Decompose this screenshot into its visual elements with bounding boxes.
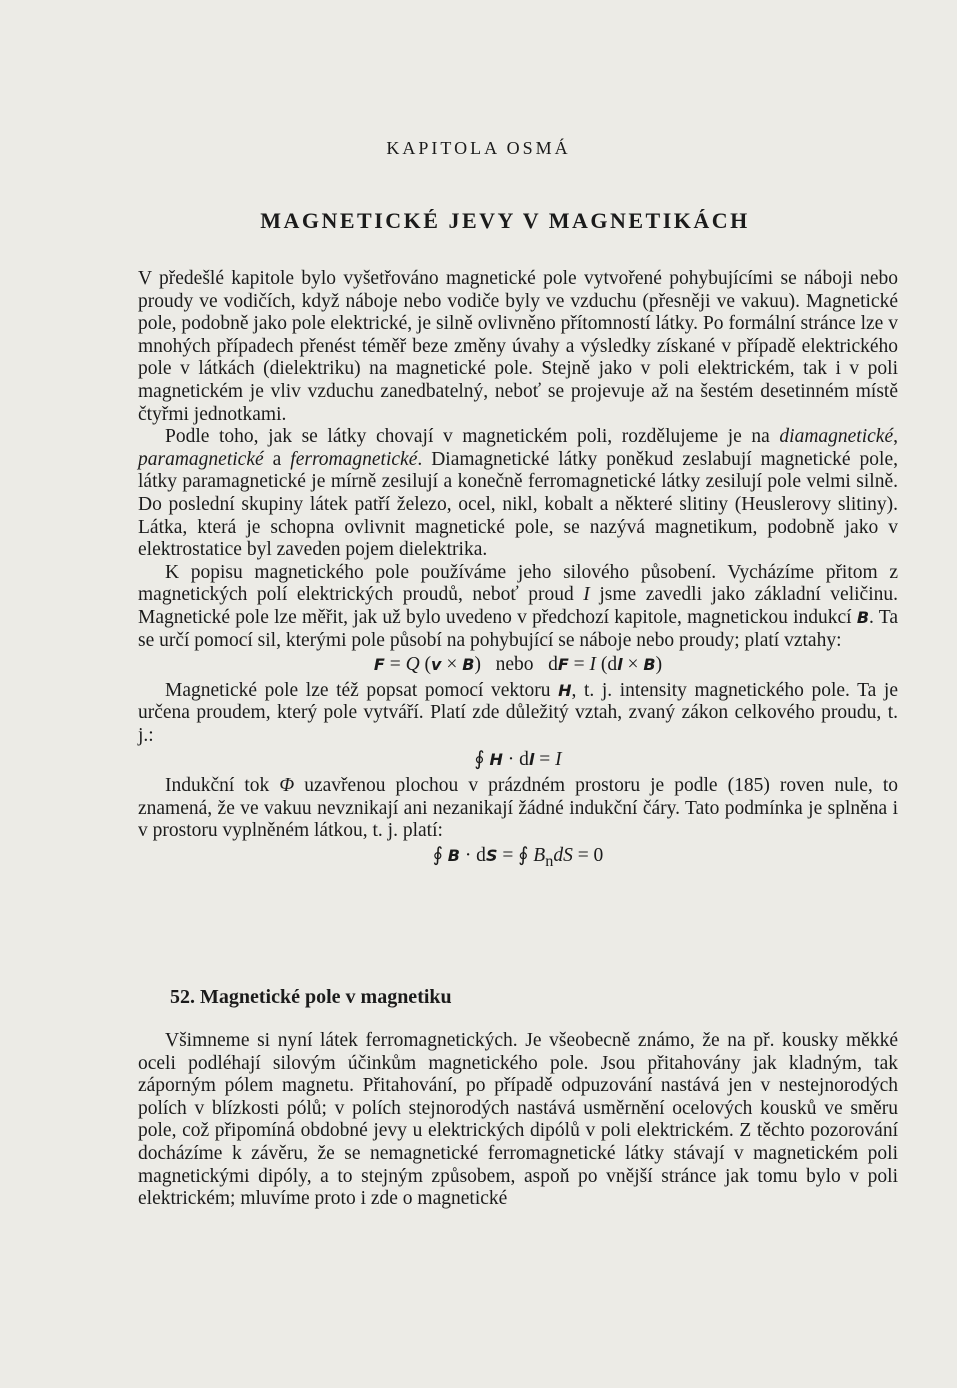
eq-symbol: l [528, 750, 535, 770]
eq-op: × [622, 654, 644, 676]
chapter-intro [138, 268, 898, 875]
term-paramagnetic: paramagnetické [138, 448, 264, 470]
text-span: Magnetické pole lze též popsat pomocí vektoru [165, 679, 559, 701]
eq-op: ) [655, 654, 663, 676]
eq-op: = [534, 749, 556, 771]
text-span: a [263, 448, 291, 470]
text-span: Podle toho, jak se látky chovají v magnetickém poli, rozdělujeme je na [165, 426, 780, 448]
eq-symbol: H [489, 750, 503, 770]
section-heading: 52. Magnetické pole v magnetiku [170, 986, 452, 1008]
eq-op: × [441, 654, 463, 676]
eq-symbol: I [589, 654, 597, 676]
eq-symbol: B [643, 655, 656, 675]
paragraph-intensity [138, 680, 898, 748]
eq-op: ∮ [518, 844, 534, 866]
symbol-I: I [583, 584, 590, 606]
chapter-title: MAGNETICKÉ JEVY V MAGNETIKÁCH [260, 208, 750, 233]
text-span: uzavřenou plochou v prázdném prostoru je podle (185) roven nule, to znamená, že ve vakuu nevznikají ani nezanikají žádné indukční čáry. Tato podmínka je splněna i v prostoru vyplněném látkou, t. j. platí: [138, 775, 898, 842]
eq-symbol: F [373, 655, 385, 675]
eq-symbol: S [485, 845, 498, 865]
term-diamagnetic: diamagnetické [779, 426, 894, 448]
text-span: , t. j. intensity magnetického pole. Ta je určena proudem, který pole vytváří. Platí zde důležitý vztah, zvaný zákon celkového proudu, t. j.: [138, 679, 898, 746]
eq-symbol: B [533, 844, 546, 866]
symbol-phi: Φ [279, 775, 295, 797]
eq-op: · d [502, 749, 529, 771]
eq-op: (d [596, 654, 618, 676]
text-span: . Diamagnetické látky poněkud zeslabují magnetické pole, látky paramagnetické je mírně zesilují a konečně ferromagnetické látky zesilují pole velmi silně. Do poslední skupiny látek patří železo, ocel, nikl, kobalt a některé slitiny (Heuslerovy slitiny). Látka, která je schopna ovlivnit magnetické pole, se nazývá magnetikum, podobně jako v elektrostatice byl zaveden pojem dielektrika. [138, 448, 898, 561]
eq-symbol: I [555, 749, 562, 771]
eq-op: ) [474, 654, 481, 676]
eq-symbol: l [617, 655, 623, 675]
paragraph-ferromagnetic: Všimneme si nyní látek ferromagnetických. Je všeobecně známo, že na př. kousky měkké oceli podléhají silovým účinkům magnetického pole. Jsou přitahovány jak kladným, tak záporným pólem magnetu. Přitahování, po případě odpuzování nastává jen v nestejnorodých polích v blízkosti pólů; v polích stejnorodých nastává usměrnění ocelových kousků ve směru pole, což připomíná obdobné jevy u elektrických dipólů v poli elektrickém. Z těchto pozorování docházíme k závěru, že se nemagnetické ferromagnetické látky stávají v magnetickém poli magnetickými dipóly, a to stejným způsobem, aspoň po vnější stránce jak tomu bylo v poli elektrickém; mluvíme proto i zde o magnetické [138, 1030, 898, 1210]
section-body [138, 1030, 898, 1211]
eq-op: ∮ [474, 749, 490, 771]
paragraph-force [138, 562, 898, 652]
eq-symbol: F [557, 655, 569, 675]
eq-op: ( [419, 654, 432, 676]
chapter-label: KAPITOLA OSMÁ [386, 138, 571, 158]
text-span: , [893, 426, 898, 448]
symbol-B: B [856, 607, 870, 627]
eq-symbol: Q [405, 654, 420, 676]
paragraph-intro: V předešlé kapitole bylo vyšetřováno magnetické pole vytvořené pohybujícími se náboji nebo proudy ve vodičích, když náboje nebo vodiče byly ve vzduchu (přesněji ve vakuu). Magnetické pole, podobně jako pole elektrické, je silně ovlivněno přítomností látky. Po formální stránce lze v mnohých případech přenést téměř beze změny úvahy a výsledky získané v případě elektrického pole v látkách (dielektriku) na magnetické pole. Stejně jako v poli elektrickém, tak i v poli magnetickém je vliv vzduchu zanedbatelný, neboť se projevuje až na šestém desetinném místě čtyřmi jednotkami. [138, 268, 898, 425]
eq-symbol: dS [553, 844, 573, 866]
eq-op: · d [459, 844, 486, 866]
eq-symbol: B [462, 655, 475, 675]
paragraph-flux [138, 775, 898, 843]
eq-op: = 0 [572, 844, 604, 866]
term-ferromagnetic: ferromagnetické [290, 448, 418, 470]
equation-gauss [138, 845, 898, 872]
eq-op: ∮ [432, 844, 448, 866]
text-span: K popisu magnetického pole používáme jeho silového působení. Vycházíme přitom z magnetických polí elektrických proudů, neboť proud [138, 561, 898, 606]
text-span: jsme zavedli jako základní veličinu. Magnetické pole lze měřit, jak už bylo uvedeno v předchozí kapitole, magnetickou indukcí [138, 584, 898, 628]
eq-op: d [548, 654, 558, 676]
symbol-H: H [558, 680, 572, 700]
eq-word: nebo [480, 654, 549, 676]
text-span: . Ta se určí pomocí sil, kterými pole působí na pohybující se náboje nebo proudy; platí vztahy: [138, 606, 898, 651]
eq-op: = [568, 654, 590, 676]
equation-force [138, 654, 898, 677]
text-span: Indukční tok [165, 775, 280, 797]
eq-symbol: B [447, 845, 460, 865]
eq-symbol: v [431, 655, 442, 675]
eq-op: = [384, 654, 406, 676]
eq-subscript: n [545, 851, 554, 870]
paragraph-classification [138, 426, 898, 562]
eq-op: = [497, 844, 519, 866]
equation-ampere [138, 749, 898, 772]
